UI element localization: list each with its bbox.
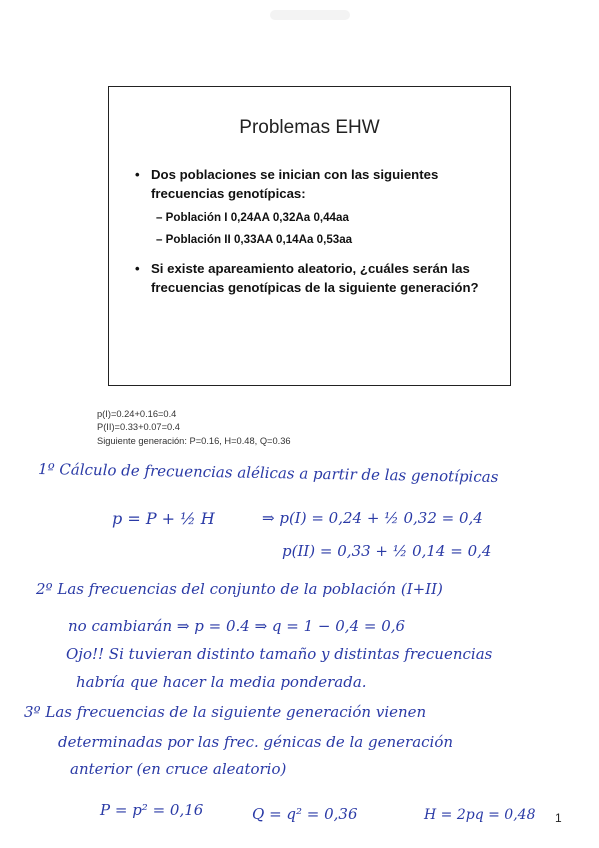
step2-heading: 2º Las frecuencias del conjunto de la población (I+II) <box>36 580 443 598</box>
scan-smudge <box>270 10 350 20</box>
result-h: H = 2pq = 0,48 <box>424 807 536 823</box>
step3-line3: anterior (en cruce aleatorio) <box>70 760 287 778</box>
step2-line4: habría que hacer la media ponderada. <box>76 673 367 691</box>
sub-item-poblacion-2: – Población II 0,33AA 0,14Aa 0,53aa <box>156 233 353 246</box>
bullet-2 <box>135 259 485 319</box>
bullet-1 <box>135 165 485 205</box>
step1-pop1: ⇒ p(I) = 0,24 + ½ 0,32 = 0,4 <box>262 509 483 527</box>
typed-note-p2: P(II)=0.33+0.07=0.4 <box>97 422 180 432</box>
step1-pop2: p(II) = 0,33 + ½ 0,14 = 0,4 <box>282 542 492 560</box>
step1-heading: 1º Cálculo de frecuencias alélicas a partir de las genotípicas <box>37 459 499 487</box>
typed-note-p1: p(I)=0.24+0.16=0.4 <box>97 409 177 419</box>
bullet-marker: • <box>135 167 140 182</box>
step2-line2: no cambiarán ⇒ p = 0.4 ⇒ q = 1 − 0,4 = 0,6 <box>68 617 406 635</box>
slide-frame <box>108 86 511 386</box>
sub-item-poblacion-1: – Población I 0,24AA 0,32Aa 0,44aa <box>156 211 349 224</box>
step1-formula: p = P + ½ H <box>112 509 215 528</box>
typed-note-generation: Siguiente generación: P=0.16, H=0.48, Q=0.36 <box>97 436 291 446</box>
bullet-1-text: Dos poblaciones se inician con las siguientes frecuencias genotípicas: <box>151 167 439 201</box>
result-p: P = p² = 0,16 <box>100 801 204 819</box>
bullet-2-text: Si existe apareamiento aleatorio, ¿cuáles serán las frecuencias genotípicas de la siguiente generación? <box>151 261 479 295</box>
slide-title: Problemas EHW <box>239 117 380 138</box>
result-q: Q = q² = 0,36 <box>252 805 358 823</box>
step3-heading: 3º Las frecuencias de la siguiente generación vienen <box>24 703 427 721</box>
page-number: 1 <box>555 811 562 825</box>
step3-line2: determinadas por las frec. génicas de la generación <box>58 733 454 751</box>
bullet-marker: • <box>135 261 140 276</box>
step2-line3: Ojo!! Si tuvieran distinto tamaño y distintas frecuencias <box>66 645 493 663</box>
